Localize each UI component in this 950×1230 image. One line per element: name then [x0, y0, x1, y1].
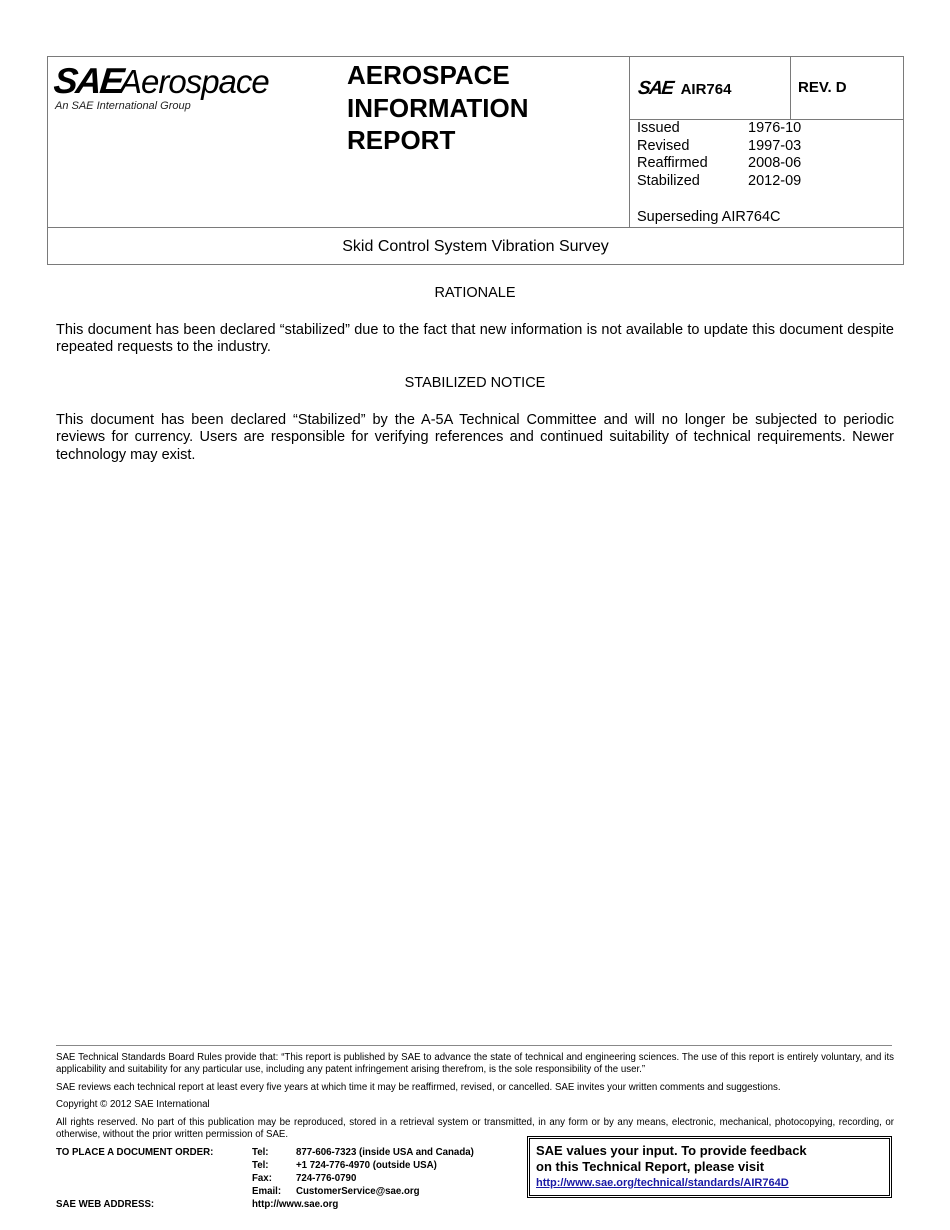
rationale-paragraph: This document has been declared “stabilized” due to the fact that new information is not available to update this document despite repeated requests to the industry.	[56, 322, 894, 356]
revision-label: REV. D	[798, 79, 847, 96]
date-label: Revised	[637, 137, 690, 154]
date-label: Stabilized	[637, 173, 700, 190]
web-address-label: SAE WEB ADDRESS:	[56, 1199, 155, 1210]
contact-labels	[252, 1146, 297, 1198]
id-divider-vertical	[790, 57, 791, 119]
date-value: 2008-06	[748, 155, 802, 172]
phone-outside-usa: +1 724-776-4970 (outside USA)	[296, 1160, 437, 1171]
header-divider-vertical	[629, 57, 630, 227]
date-label: Reaffirmed	[637, 155, 708, 172]
date-row	[637, 155, 801, 173]
rights-statement: All rights reserved. No part of this publication may be reproduced, stored in a retrieval system or transmitted, in any form or by any means, electronic, mechanical, photocopying, recording, or otherwise, without the prior written permission of SAE.	[56, 1117, 894, 1140]
date-row	[637, 138, 801, 156]
date-label: Issued	[637, 120, 680, 136]
contact-label: Tel:	[252, 1147, 269, 1158]
doc-type-line: INFORMATION	[347, 92, 529, 123]
date-row	[637, 173, 801, 191]
date-value: 1976-10	[748, 120, 802, 136]
fax-number: 724-776-0790	[296, 1173, 357, 1184]
copyright-notice: Copyright © 2012 SAE International	[56, 1099, 210, 1110]
logo-sae-mark: SAE	[51, 60, 125, 101]
document-title: Skid Control System Vibration Survey	[342, 238, 609, 255]
doc-type-line: AEROSPACE	[347, 60, 510, 90]
logo-aerospace-word: Aerospace	[120, 63, 269, 100]
order-label: TO PLACE A DOCUMENT ORDER:	[56, 1147, 214, 1158]
phone-inside-usa: 877-606-7323 (inside USA and Canada)	[296, 1147, 474, 1158]
standards-board-rules: SAE Technical Standards Board Rules provide that: “This report is published by SAE to advance the state of technical and engineering sciences. The use of this report is entirely voluntary, and its applicability and suitability for any particular use, including any patent infringement arising therefrom, is the sole responsibility of the user.”	[56, 1052, 894, 1075]
document-type	[347, 59, 597, 157]
contact-label: Email:	[252, 1186, 282, 1197]
feedback-link[interactable]: http://www.sae.org/technical/standards/AIR764D	[536, 1177, 789, 1189]
feedback-box	[527, 1136, 892, 1198]
sae-mini-logo: SAE	[636, 78, 674, 99]
feedback-text-line: on this Technical Report, please visit	[536, 1159, 765, 1174]
rationale-heading: RATIONALE	[434, 285, 516, 301]
date-value: 2012-09	[748, 173, 802, 190]
date-list	[637, 120, 801, 191]
date-row	[637, 120, 801, 138]
footer-divider	[56, 1045, 892, 1046]
contact-label: Tel:	[252, 1160, 269, 1171]
stabilized-notice-heading: STABILIZED NOTICE	[404, 375, 546, 391]
date-value: 1997-03	[748, 137, 802, 154]
document-id	[638, 77, 731, 101]
contact-values	[296, 1146, 474, 1198]
document-header	[47, 56, 904, 265]
logo-tagline: An SAE International Group	[55, 100, 191, 112]
contact-label: Fax:	[252, 1173, 272, 1184]
sae-aerospace-logo	[51, 60, 299, 115]
superseding-note: Superseding AIR764C	[637, 209, 781, 225]
web-address-link[interactable]: http://www.sae.org	[252, 1199, 339, 1210]
document-number: AIR764	[680, 80, 732, 98]
stabilized-notice-paragraph: This document has been declared “Stabilized” by the A-5A Technical Committee and will no longer be subjected to periodic reviews for currency. Users are responsible for verifying references and continued suitability of technical requirements. Newer technology may exist.	[56, 412, 894, 463]
review-statement: SAE reviews each technical report at least every five years at which time it may be reaffirmed, revised, or cancelled. SAE invites your written comments and suggestions.	[56, 1082, 781, 1093]
doc-type-line: REPORT	[347, 125, 456, 155]
feedback-text-line: SAE values your input. To provide feedback	[536, 1143, 807, 1158]
email-address[interactable]: CustomerService@sae.org	[296, 1186, 420, 1197]
header-divider-horizontal	[48, 227, 903, 228]
